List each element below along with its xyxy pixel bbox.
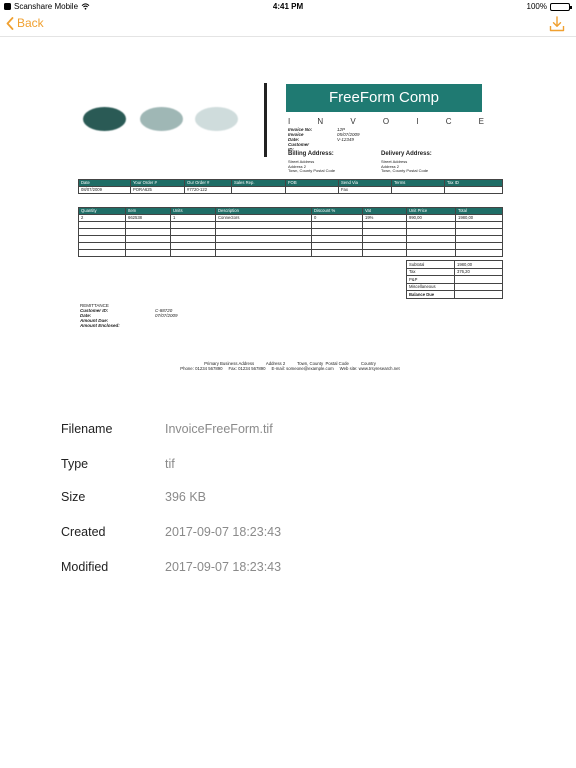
info-label: Filename <box>61 422 113 436</box>
info-value: InvoiceFreeForm.tif <box>165 422 273 436</box>
items-table-row <box>79 236 503 243</box>
info-value: 2017-09-07 18:23:43 <box>165 560 282 574</box>
info-label: Type <box>61 457 89 471</box>
totals-table <box>406 260 503 299</box>
billing-address: Street Address Address 2 Town, County Postal Code <box>288 159 336 174</box>
order-table <box>78 179 503 194</box>
info-row-size <box>61 490 541 510</box>
download-icon[interactable] <box>548 15 566 33</box>
items-table-row <box>79 229 503 236</box>
document-preview[interactable] <box>75 80 505 380</box>
totals-row: Subtotal 1980,00 <box>407 261 503 269</box>
logo-dot-mid <box>140 107 183 131</box>
items-table-row: 2 662538 1 Connectors 0 19% 990,00 1980,00 <box>79 215 503 222</box>
info-label: Size <box>61 490 86 504</box>
document-footer: Primary Business Address Address 2 Town, County Postal Code Country Phone: 01234 567890 Fax: 01234 567890 E-mail: someone@example.com Web site: www.trsyresearch.net <box>180 361 400 371</box>
totals-row: P&P <box>407 276 503 284</box>
totals-row: Miscellaneous <box>407 283 503 291</box>
items-table-header: Quantity Item Units Description Discount % Vat Unit Price Total <box>79 208 503 215</box>
info-value: 2017-09-07 18:23:43 <box>165 525 282 539</box>
status-bar <box>0 0 576 13</box>
chevron-left-icon <box>6 17 14 30</box>
info-row-modified <box>61 560 541 580</box>
remittance-title: REMITTANCE <box>80 303 109 308</box>
info-row-created <box>61 525 541 545</box>
order-table-row: 08/07/2009 PORA625 #7720-122 Fax <box>79 187 503 194</box>
remittance-values: C-88720 07/07/2009 <box>155 308 178 318</box>
navigation-bar <box>0 13 576 37</box>
invoice-meta-labels: Invoice No: Invoice Date: Customer ID: <box>288 127 313 152</box>
billing-title: Billing Address: <box>288 151 334 157</box>
invoice-heading: I N V O I C E <box>288 117 484 126</box>
back-label: Back <box>17 16 44 30</box>
items-table-row <box>79 250 503 257</box>
items-table-row <box>79 222 503 229</box>
status-right <box>527 2 570 11</box>
back-button[interactable] <box>6 16 44 30</box>
status-time: 4:41 PM <box>272 2 304 11</box>
logo-dot-light <box>195 107 238 131</box>
items-table-row <box>79 243 503 250</box>
logo-dot-dark <box>83 107 126 131</box>
info-value: 396 KB <box>165 490 207 504</box>
company-name: FreeForm Comp <box>286 84 482 112</box>
info-label: Created <box>61 525 106 539</box>
info-row-filename <box>61 422 541 442</box>
order-table-header: Date Your Order # Our Order # Sales Rep. FOB Send Via Terms Tax ID <box>79 180 503 187</box>
info-label: Modified <box>61 560 109 574</box>
totals-row: Balance Due <box>407 291 503 299</box>
battery-icon <box>550 3 570 11</box>
info-row-type <box>61 457 541 477</box>
totals-row: Tax 376,20 <box>407 268 503 276</box>
battery-percent: 100% <box>526 2 547 11</box>
delivery-address: Street Address Address 2 Town, County Postal Code <box>381 159 429 174</box>
info-value: tif <box>165 457 175 471</box>
header-divider <box>264 83 267 157</box>
invoice-meta-values: 12P 05/07/2009 V-12349 <box>337 127 360 142</box>
items-table <box>78 207 503 257</box>
remittance-labels: Customer ID: Date: Amount Due: Amount Enclosed: <box>80 308 120 328</box>
delivery-title: Delivery Address: <box>381 151 432 157</box>
carrier-name: Scanshare Mobile <box>14 2 79 11</box>
remittance-section <box>80 303 178 328</box>
